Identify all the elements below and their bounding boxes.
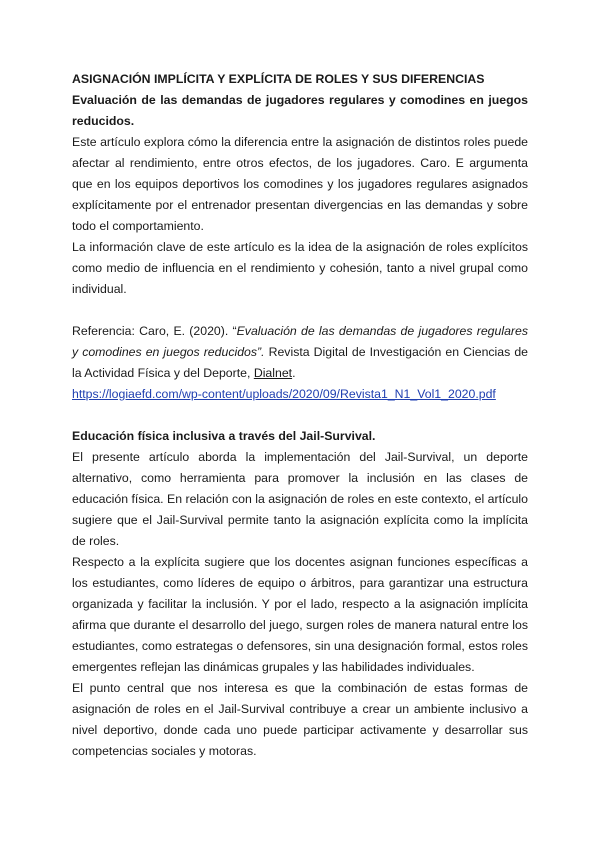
section1-paragraph-1: Este artículo explora cómo la diferencia entre la asignación de distintos roles puede afectar al rendimiento, entre otros efectos, de los jugadores. Caro. E argumenta que en los equipos deportivos los comodines y los jugadores regulares asignados explícitamente por el entrenador presentan divergencias en las demandas y sobre todo el comportamiento. <box>72 135 528 233</box>
document-title: ASIGNACIÓN IMPLÍCITA Y EXPLÍCITA DE ROLES Y SUS DIFERENCIAS <box>72 72 485 86</box>
reference-journal: Revista Digital de Investigación en Ciencias de la Actividad Física y del Deporte, <box>72 345 528 380</box>
reference-article-title: Evaluación de las demandas de jugadores regulares y comodines en juegos reducidos <box>72 324 528 359</box>
section1-subtitle: Evaluación de las demandas de jugadores regulares y comodines en juegos reducidos. <box>72 93 528 128</box>
section1-paragraph-2: La información clave de este artículo es la idea de la asignación de roles explícitos como medio de influencia en el rendimiento y cohesión, tanto a nivel grupal como individual. <box>72 240 528 296</box>
reference-citation <box>72 321 528 405</box>
reference-close-quote: ”. <box>257 345 265 359</box>
section2-paragraph-1: El presente artículo aborda la implementación del Jail-Survival, un deporte alternativo, como herramienta para promover la inclusión en las clases de educación física. En relación con la asignación de roles en este contexto, el artículo sugiere que el Jail-Survival permite tanto la asignación explícita como la implícita de roles. <box>72 450 528 548</box>
reference-period: . <box>292 366 296 380</box>
reference-prefix: Referencia: Caro, E. (2020). “ <box>72 324 237 338</box>
spacer <box>72 300 528 321</box>
section2-paragraph-2: Respecto a la explícita sugiere que los docentes asignan funciones específicas a los estudiantes, como líderes de equipo o árbitros, para garantizar una estructura organizada y facilitar la inclusión. Y por el lado, respecto a la asignación implícita afirma que durante el desarrollo del juego, surgen roles de manera natural entre los estudiantes, como estrategas o defensores, sin una designación formal, estos roles emergentes reflejan las dinámicas grupales y las habilidades individuales. <box>72 555 528 674</box>
dialnet-link[interactable]: Dialnet <box>253 366 293 380</box>
section2-title: Educación física inclusiva a través del Jail-Survival. <box>72 429 376 443</box>
section2-paragraph-3: El punto central que nos interesa es que la combinación de estas formas de asignación de roles en el Jail-Survival contribuye a crear un ambiente inclusivo a nivel deportivo, donde cada uno puede participar activamente y desarrollar sus competencias sociales y motoras. <box>72 681 528 758</box>
reference-url-link[interactable]: https://logiaefd.com/wp-content/uploads/2020/09/Revista1_N1_Vol1_2020.pdf <box>72 387 496 401</box>
spacer <box>72 405 528 426</box>
